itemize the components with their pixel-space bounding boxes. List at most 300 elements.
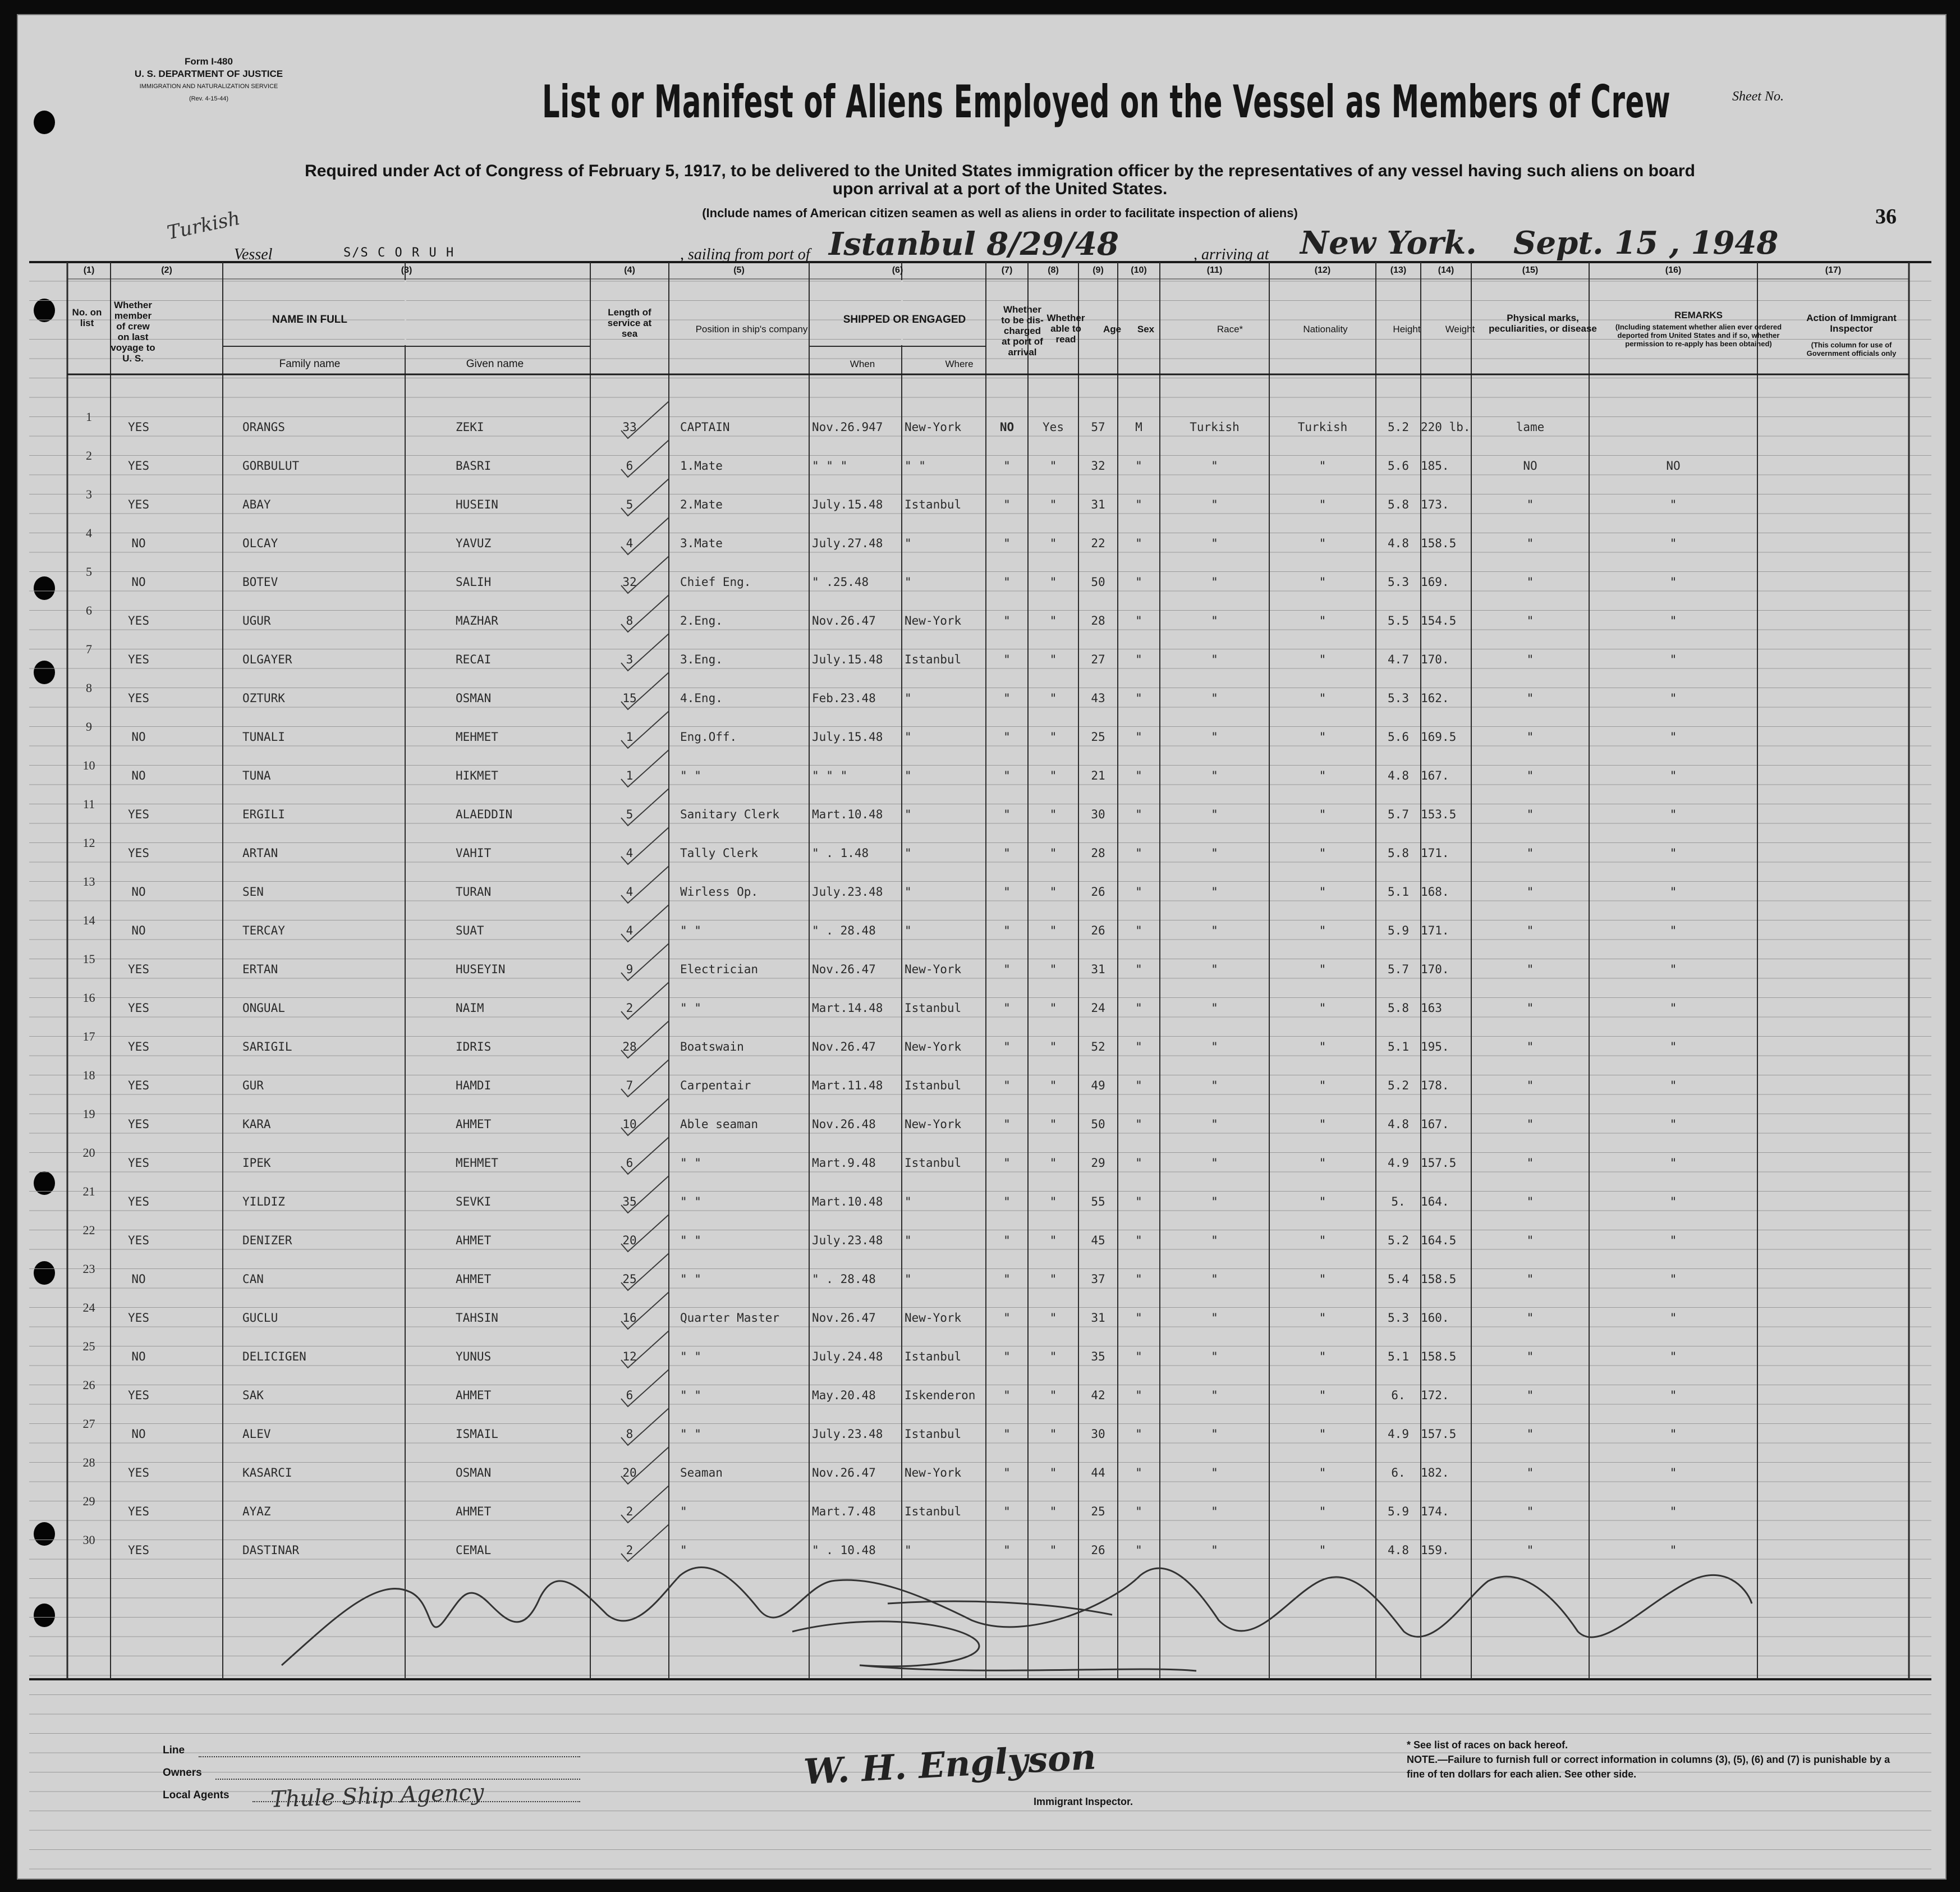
cell-wt: 153.5 xyxy=(1421,808,1457,821)
cell-pos: " " xyxy=(680,1156,701,1170)
column-number: (3) xyxy=(401,265,412,275)
cell-sex: " xyxy=(1135,769,1142,782)
column-number: (7) xyxy=(1001,265,1013,275)
cell-pos: Wirless Op. xyxy=(680,885,759,899)
cell-when: Mart.11.48 xyxy=(812,1079,883,1092)
cell-given: RECAI xyxy=(456,653,492,666)
cell-ht: 5. xyxy=(1391,1195,1406,1208)
cell-rem: " xyxy=(1669,575,1677,589)
cell-svc: 4 xyxy=(626,537,634,550)
cell-rem: " xyxy=(1669,1040,1677,1053)
cell-when: July.15.48 xyxy=(812,498,883,511)
cell-given: SEVKI xyxy=(456,1195,492,1208)
cell-wt: 163 xyxy=(1421,1001,1442,1015)
cell-given: MEHMET xyxy=(456,730,498,744)
cell-age: 42 xyxy=(1091,1389,1105,1402)
cell-last: YES xyxy=(128,498,149,511)
cell-family: ARTAN xyxy=(242,846,278,860)
col-nationality-header: Nationality xyxy=(1303,324,1348,335)
cell-given: HAMDI xyxy=(456,1079,492,1092)
cell-nat: " xyxy=(1319,614,1326,627)
cell-last: YES xyxy=(128,1195,149,1208)
cell-rem: " xyxy=(1669,808,1677,821)
cell-where: " xyxy=(905,808,912,821)
owners-label: Owners xyxy=(163,1767,202,1779)
cell-rem: " xyxy=(1669,1234,1677,1247)
cell-phys: " xyxy=(1526,575,1534,589)
include-note: (Include names of American citizen seamen as well as aliens in order to facilitate inspection of aliens) xyxy=(702,206,1298,220)
cell-where: " xyxy=(905,537,912,550)
cell-no: 28 xyxy=(82,1455,95,1469)
cell-rem: " xyxy=(1669,1156,1677,1170)
cell-no: 16 xyxy=(82,991,95,1005)
col-where-header: Where xyxy=(945,359,974,369)
cell-ht: 5.8 xyxy=(1388,498,1409,511)
cell-read: " xyxy=(1049,575,1057,589)
cell-ht: 5.1 xyxy=(1388,885,1409,899)
cell-last: YES xyxy=(128,1234,149,1247)
cell-ht: 5.1 xyxy=(1388,1350,1409,1363)
cell-race: " xyxy=(1211,1040,1218,1053)
cell-no: 26 xyxy=(82,1378,95,1392)
cell-nat: " xyxy=(1319,498,1326,511)
cell-svc: 10 xyxy=(622,1117,637,1131)
cell-sex: " xyxy=(1135,1389,1142,1402)
cell-wt: 158.5 xyxy=(1421,1350,1457,1363)
cell-rem: " xyxy=(1669,1466,1677,1479)
cell-age: 31 xyxy=(1091,963,1105,976)
cell-when: May.20.48 xyxy=(812,1389,876,1402)
cell-last: NO xyxy=(131,885,146,899)
cell-when: " . 1.48 xyxy=(812,846,869,860)
cell-race: " xyxy=(1211,730,1218,744)
cell-nat: " xyxy=(1319,1272,1326,1286)
cell-rem: " xyxy=(1669,1389,1677,1402)
cell-race: " xyxy=(1211,1156,1218,1170)
cell-last: YES xyxy=(128,963,149,976)
cell-age: 25 xyxy=(1091,1505,1105,1518)
cell-read: " xyxy=(1049,1156,1057,1170)
cell-race: " xyxy=(1211,1505,1218,1518)
cell-where: Istanbul xyxy=(905,1156,962,1170)
cell-disc: " xyxy=(1003,1350,1011,1363)
cell-family: OZTURK xyxy=(242,691,285,705)
service: IMMIGRATION AND NATURALIZATION SERVICE xyxy=(139,83,278,90)
cell-rem: " xyxy=(1669,1311,1677,1325)
cell-phys: " xyxy=(1526,691,1534,705)
cell-disc: " xyxy=(1003,846,1011,860)
vessel-name: S/S C O R U H xyxy=(343,246,455,260)
col-remarks-note: (Including statement whether alien ever ordered deported from United States and if so, whether permission to re-apply has been obtained) xyxy=(1615,323,1782,348)
cell-svc: 4 xyxy=(626,885,634,899)
cell-pos: Chief Eng. xyxy=(680,575,751,589)
cell-age: 28 xyxy=(1091,614,1105,627)
cell-family: ERTAN xyxy=(242,963,278,976)
cell-age: 35 xyxy=(1091,1350,1105,1363)
cell-read: " xyxy=(1049,614,1057,627)
cell-read: " xyxy=(1049,459,1057,473)
cell-ht: 5.9 xyxy=(1388,924,1409,937)
cell-svc: 6 xyxy=(626,1156,634,1170)
cell-disc: " xyxy=(1003,1311,1011,1325)
col-height-header: Height xyxy=(1393,324,1421,335)
cell-race: " xyxy=(1211,614,1218,627)
arriving-label: , arriving at xyxy=(1194,246,1269,263)
cell-last: YES xyxy=(128,1389,149,1402)
cell-pos: " " xyxy=(680,1389,701,1402)
cell-svc: 12 xyxy=(622,1350,637,1363)
cell-family: OLGAYER xyxy=(242,653,292,666)
cell-family: GUCLU xyxy=(242,1311,278,1325)
cell-age: 26 xyxy=(1091,924,1105,937)
cell-when: Feb.23.48 xyxy=(812,691,876,705)
cell-race: " xyxy=(1211,1427,1218,1441)
col-shipped-header: SHIPPED OR ENGAGED xyxy=(843,314,966,326)
cell-phys: " xyxy=(1526,1040,1534,1053)
cell-no: 29 xyxy=(82,1494,95,1508)
cell-age: 31 xyxy=(1091,498,1105,511)
cell-no: 21 xyxy=(82,1184,95,1198)
cell-race: " xyxy=(1211,1079,1218,1092)
cell-pos: " " xyxy=(680,1350,701,1363)
cell-last: YES xyxy=(128,846,149,860)
cell-phys: " xyxy=(1526,1311,1534,1325)
cell-where: " xyxy=(905,769,912,782)
cell-last: NO xyxy=(131,769,146,782)
cell-given: ZEKI xyxy=(456,420,484,434)
signature-scrawl xyxy=(18,15,1945,1879)
cell-where: Istanbul xyxy=(905,1427,962,1441)
cell-nat: " xyxy=(1319,1195,1326,1208)
cell-phys: " xyxy=(1526,1001,1534,1015)
cell-nat: " xyxy=(1319,1156,1326,1170)
cell-pos: 3.Mate xyxy=(680,537,723,550)
cell-phys: " xyxy=(1526,1272,1534,1286)
cell-svc: 15 xyxy=(622,691,637,705)
cell-nat: " xyxy=(1319,1389,1326,1402)
cell-no: 15 xyxy=(82,952,95,966)
department: U. S. DEPARTMENT OF JUSTICE xyxy=(134,68,283,79)
cell-race: " xyxy=(1211,1311,1218,1325)
cell-pos: " " xyxy=(680,924,701,937)
cell-pos: " " xyxy=(680,1234,701,1247)
cell-age: 57 xyxy=(1091,420,1105,434)
cell-given: MAZHAR xyxy=(456,614,498,627)
cell-rem: " xyxy=(1669,769,1677,782)
cell-disc: " xyxy=(1003,1117,1011,1131)
col-read-header: Whether able to read xyxy=(1046,313,1085,345)
cell-family: ORANGS xyxy=(242,420,285,434)
cell-wt: 157.5 xyxy=(1421,1156,1457,1170)
column-number: (12) xyxy=(1314,265,1331,275)
cell-phys: NO xyxy=(1523,459,1537,473)
cell-no: 18 xyxy=(82,1068,95,1082)
cell-age: 30 xyxy=(1091,1427,1105,1441)
cell-when: Mart.14.48 xyxy=(812,1001,883,1015)
cell-pos: " " xyxy=(680,1195,701,1208)
cell-ht: 5.3 xyxy=(1388,691,1409,705)
cell-age: 25 xyxy=(1091,730,1105,744)
cell-sex: " xyxy=(1135,846,1142,860)
cell-read: " xyxy=(1049,1040,1057,1053)
cell-no: 7 xyxy=(86,642,92,656)
cell-wt: 154.5 xyxy=(1421,614,1457,627)
cell-age: 29 xyxy=(1091,1156,1105,1170)
cell-family: YILDIZ xyxy=(242,1195,285,1208)
cell-race: " xyxy=(1211,1389,1218,1402)
cell-when: Nov.26.47 xyxy=(812,614,876,627)
cell-given: OSMAN xyxy=(456,1466,492,1479)
cell-disc: " xyxy=(1003,459,1011,473)
cell-nat: " xyxy=(1319,575,1326,589)
cell-nat: " xyxy=(1319,1079,1326,1092)
cell-nat: " xyxy=(1319,537,1326,550)
arriving-port: New York. xyxy=(1300,225,1477,262)
cell-phys: " xyxy=(1526,885,1534,899)
cell-wt: 167. xyxy=(1421,769,1449,782)
cell-family: DASTINAR xyxy=(242,1543,300,1557)
cell-race: " xyxy=(1211,1234,1218,1247)
cell-race: " xyxy=(1211,1001,1218,1015)
cell-age: 30 xyxy=(1091,808,1105,821)
cell-given: AHMET xyxy=(456,1505,492,1518)
cell-when: Nov.26.47 xyxy=(812,963,876,976)
cell-race: " xyxy=(1211,653,1218,666)
cell-age: 26 xyxy=(1091,885,1105,899)
cell-svc: 33 xyxy=(622,420,637,434)
cell-rem: " xyxy=(1669,691,1677,705)
cell-no: 14 xyxy=(82,913,95,927)
cell-where: " xyxy=(905,846,912,860)
cell-pos: " xyxy=(680,1543,687,1557)
cell-read: " xyxy=(1049,1427,1057,1441)
cell-phys: " xyxy=(1526,1350,1534,1363)
cell-age: 21 xyxy=(1091,769,1105,782)
cell-given: NAIM xyxy=(456,1001,484,1015)
cell-no: 13 xyxy=(82,874,95,888)
revision: (Rev. 4-15-44) xyxy=(189,95,229,102)
cell-sex: " xyxy=(1135,498,1142,511)
cell-disc: NO xyxy=(999,420,1015,434)
cell-pos: Sanitary Clerk xyxy=(680,808,780,821)
cell-age: 50 xyxy=(1091,575,1105,589)
cell-ht: 5.4 xyxy=(1388,1272,1409,1286)
cell-disc: " xyxy=(1003,1040,1011,1053)
cell-phys: " xyxy=(1526,614,1534,627)
cell-wt: 170. xyxy=(1421,653,1449,666)
cell-read: " xyxy=(1049,1195,1057,1208)
cell-where: " xyxy=(905,924,912,937)
col-length-header: Length of service at sea xyxy=(607,307,652,339)
manifest-page xyxy=(17,14,1947,1880)
cell-given: AHMET xyxy=(456,1234,492,1247)
cell-nat: " xyxy=(1319,1040,1326,1053)
cell-age: 32 xyxy=(1091,459,1105,473)
cell-last: NO xyxy=(131,1350,146,1363)
cell-sex: " xyxy=(1135,1117,1142,1131)
cell-disc: " xyxy=(1003,963,1011,976)
cell-phys: " xyxy=(1526,730,1534,744)
cell-disc: " xyxy=(1003,769,1011,782)
cell-nat: " xyxy=(1319,1543,1326,1557)
cell-where: Istanbul xyxy=(905,1079,962,1092)
cell-sex: " xyxy=(1135,1234,1142,1247)
cell-phys: " xyxy=(1526,769,1534,782)
cell-pos: " " xyxy=(680,1001,701,1015)
cell-where: " xyxy=(905,1272,912,1286)
cell-wt: 157.5 xyxy=(1421,1427,1457,1441)
cell-sex: " xyxy=(1135,730,1142,744)
col-family-header: Family name xyxy=(279,358,341,370)
cell-phys: " xyxy=(1526,1195,1534,1208)
cell-read: " xyxy=(1049,1079,1057,1092)
cell-family: SAK xyxy=(242,1389,264,1402)
cell-disc: " xyxy=(1003,653,1011,666)
cell-wt: 171. xyxy=(1421,924,1449,937)
cell-read: " xyxy=(1049,1466,1057,1479)
cell-pos: 1.Mate xyxy=(680,459,723,473)
cell-no: 8 xyxy=(86,681,92,695)
cell-wt: 182. xyxy=(1421,1466,1449,1479)
cell-race: " xyxy=(1211,924,1218,937)
cell-sex: " xyxy=(1135,1350,1142,1363)
column-number: (2) xyxy=(161,265,172,275)
requirement-line-2: upon arrival at a port of the United States. xyxy=(832,180,1168,198)
cell-race: Turkish xyxy=(1190,420,1240,434)
cell-rem: " xyxy=(1669,537,1677,550)
cell-last: YES xyxy=(128,1040,149,1053)
cell-read: " xyxy=(1049,1543,1057,1557)
cell-given: AHMET xyxy=(456,1272,492,1286)
cell-family: GORBULUT xyxy=(242,459,300,473)
cell-phys: " xyxy=(1526,1427,1534,1441)
cell-svc: 7 xyxy=(626,1079,634,1092)
cell-last: YES xyxy=(128,1466,149,1479)
cell-where: Istanbul xyxy=(905,1001,962,1015)
cell-phys: " xyxy=(1526,1505,1534,1518)
cell-race: " xyxy=(1211,885,1218,899)
column-number: (8) xyxy=(1048,265,1059,275)
col-sex-header: Sex xyxy=(1137,324,1155,335)
cell-sex: " xyxy=(1135,614,1142,627)
cell-family: OLCAY xyxy=(242,537,278,550)
cell-read: " xyxy=(1049,885,1057,899)
cell-pos: 2.Eng. xyxy=(680,614,723,627)
cell-race: " xyxy=(1211,537,1218,550)
cell-disc: " xyxy=(1003,614,1011,627)
cell-ht: 5.2 xyxy=(1388,1234,1409,1247)
cell-ht: 5.7 xyxy=(1388,808,1409,821)
col-action-header: Action of Immigrant Inspector xyxy=(1806,313,1897,334)
cell-no: 23 xyxy=(82,1262,95,1276)
cell-svc: 1 xyxy=(626,769,634,782)
cell-no: 24 xyxy=(82,1300,95,1314)
cell-rem: " xyxy=(1669,1350,1677,1363)
cell-disc: " xyxy=(1003,924,1011,937)
cell-pos: 2.Mate xyxy=(680,498,723,511)
cell-phys: " xyxy=(1526,1234,1534,1247)
requirement-line-1: Required under Act of Congress of February 5, 1917, to be delivered to the United States immigration officer by the representatives of any vessel having such aliens on board xyxy=(305,162,1695,180)
col-age-header: Age xyxy=(1103,324,1122,335)
cell-read: " xyxy=(1049,1311,1057,1325)
cell-nat: " xyxy=(1319,653,1326,666)
cell-disc: " xyxy=(1003,1195,1011,1208)
cell-when: " . 28.48 xyxy=(812,1272,876,1286)
cell-given: BASRI xyxy=(456,459,492,473)
cell-disc: " xyxy=(1003,1389,1011,1402)
cell-svc: 2 xyxy=(626,1505,634,1518)
cell-where: New-York xyxy=(905,1117,962,1131)
cell-given: ALAEDDIN xyxy=(456,808,513,821)
cell-family: ALEV xyxy=(242,1427,271,1441)
cell-family: ONGUAL xyxy=(242,1001,285,1015)
cell-nat: " xyxy=(1319,459,1326,473)
cell-last: YES xyxy=(128,808,149,821)
cell-sex: " xyxy=(1135,885,1142,899)
col-race-header: Race* xyxy=(1217,324,1243,335)
cell-when: Nov.26.47 xyxy=(812,1040,876,1053)
cell-rem: " xyxy=(1669,846,1677,860)
cell-race: " xyxy=(1211,808,1218,821)
flag-handwritten: Turkish xyxy=(165,207,242,245)
cell-pos: Quarter Master xyxy=(680,1311,780,1325)
cell-no: 9 xyxy=(86,720,92,734)
cell-when: Mart.10.48 xyxy=(812,1195,883,1208)
cell-nat: " xyxy=(1319,1117,1326,1131)
cell-disc: " xyxy=(1003,498,1011,511)
form-number: Form I-480 xyxy=(185,56,233,67)
cell-nat: " xyxy=(1319,730,1326,744)
cell-family: GUR xyxy=(242,1079,264,1092)
cell-wt: 178. xyxy=(1421,1079,1449,1092)
cell-family: IPEK xyxy=(242,1156,271,1170)
cell-read: " xyxy=(1049,846,1057,860)
cell-age: 50 xyxy=(1091,1117,1105,1131)
cell-where: " xyxy=(905,1195,912,1208)
cell-last: YES xyxy=(128,691,149,705)
cell-wt: 174. xyxy=(1421,1505,1449,1518)
cell-no: 17 xyxy=(82,1029,95,1043)
cell-ht: 5.3 xyxy=(1388,575,1409,589)
cell-no: 22 xyxy=(82,1223,95,1237)
cell-family: SARIGIL xyxy=(242,1040,292,1053)
cell-rem: " xyxy=(1669,1117,1677,1131)
cell-given: HUSEYIN xyxy=(456,963,506,976)
cell-family: KASARCI xyxy=(242,1466,292,1479)
cell-when: Nov.26.48 xyxy=(812,1117,876,1131)
cell-family: UGUR xyxy=(242,614,271,627)
cell-svc: 35 xyxy=(622,1195,637,1208)
cell-family: DENIZER xyxy=(242,1234,292,1247)
cell-svc: 4 xyxy=(626,846,634,860)
cell-disc: " xyxy=(1003,885,1011,899)
cell-where: New-York xyxy=(905,614,962,627)
cell-last: YES xyxy=(128,1505,149,1518)
cell-given: AHMET xyxy=(456,1117,492,1131)
cell-when: Nov.26.47 xyxy=(812,1466,876,1479)
cell-ht: 5.2 xyxy=(1388,420,1409,434)
cell-where: " xyxy=(905,885,912,899)
cell-given: ISMAIL xyxy=(456,1427,498,1441)
sailing-port: Istanbul 8/29/48 xyxy=(829,226,1119,263)
cell-race: " xyxy=(1211,1543,1218,1557)
cell-rem: " xyxy=(1669,963,1677,976)
cell-pos: Able seaman xyxy=(680,1117,759,1131)
cell-phys: " xyxy=(1526,1543,1534,1557)
cell-disc: " xyxy=(1003,1427,1011,1441)
cell-last: YES xyxy=(128,1543,149,1557)
col-remarks-header: REMARKS xyxy=(1674,310,1723,320)
